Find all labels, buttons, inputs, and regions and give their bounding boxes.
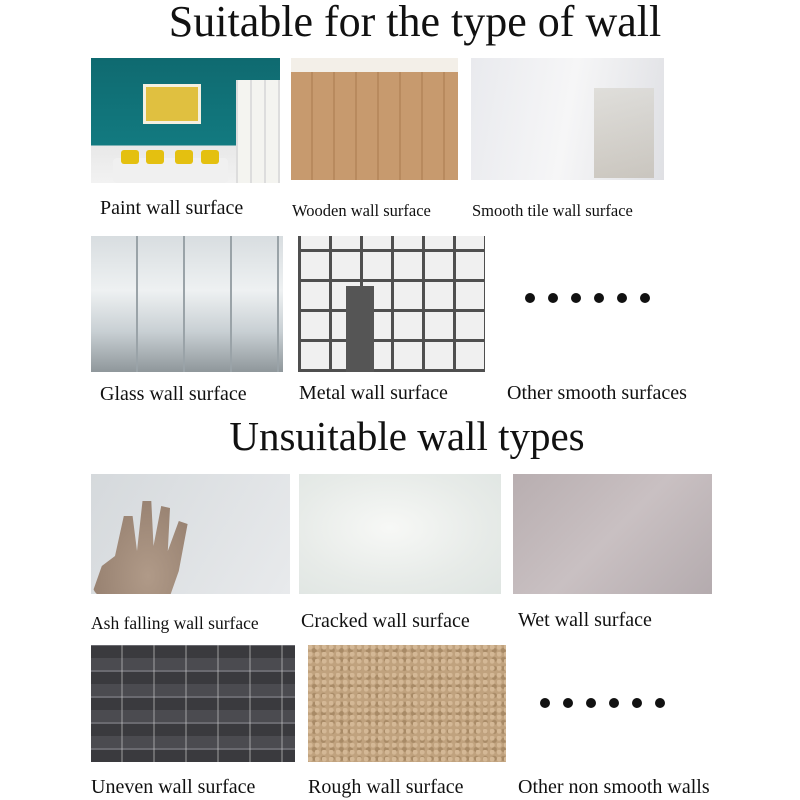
label-smooth-tile-wall: Smooth tile wall surface (472, 201, 633, 220)
label-cracked-wall: Cracked wall surface (301, 610, 470, 632)
rough-wall-image (308, 645, 506, 762)
uneven-wall-image (91, 645, 295, 762)
label-other-non-smooth: Other non smooth walls (518, 776, 710, 798)
paint-wall-image (91, 58, 280, 183)
label-paint-wall: Paint wall surface (100, 197, 244, 219)
more-dots-icon (525, 293, 650, 303)
suitable-title: Suitable for the type of wall (168, 0, 662, 46)
unsuitable-title: Unsuitable wall types (229, 413, 585, 459)
label-rough-wall: Rough wall surface (308, 776, 464, 798)
label-ash-falling-wall: Ash falling wall surface (91, 613, 259, 633)
wet-wall-image (513, 474, 712, 594)
label-metal-wall: Metal wall surface (299, 382, 448, 404)
label-wet-wall: Wet wall surface (518, 609, 652, 631)
ash-falling-wall-image (91, 474, 290, 594)
glass-wall-image (91, 236, 283, 372)
label-uneven-wall: Uneven wall surface (91, 776, 256, 798)
more-dots-icon (540, 698, 665, 708)
metal-wall-image (298, 236, 485, 372)
label-glass-wall: Glass wall surface (100, 383, 247, 405)
cracked-wall-image (299, 474, 501, 594)
label-wooden-wall: Wooden wall surface (292, 201, 431, 220)
smooth-tile-wall-image (471, 58, 664, 180)
label-other-smooth: Other smooth surfaces (507, 382, 687, 404)
wooden-wall-image (291, 58, 458, 180)
